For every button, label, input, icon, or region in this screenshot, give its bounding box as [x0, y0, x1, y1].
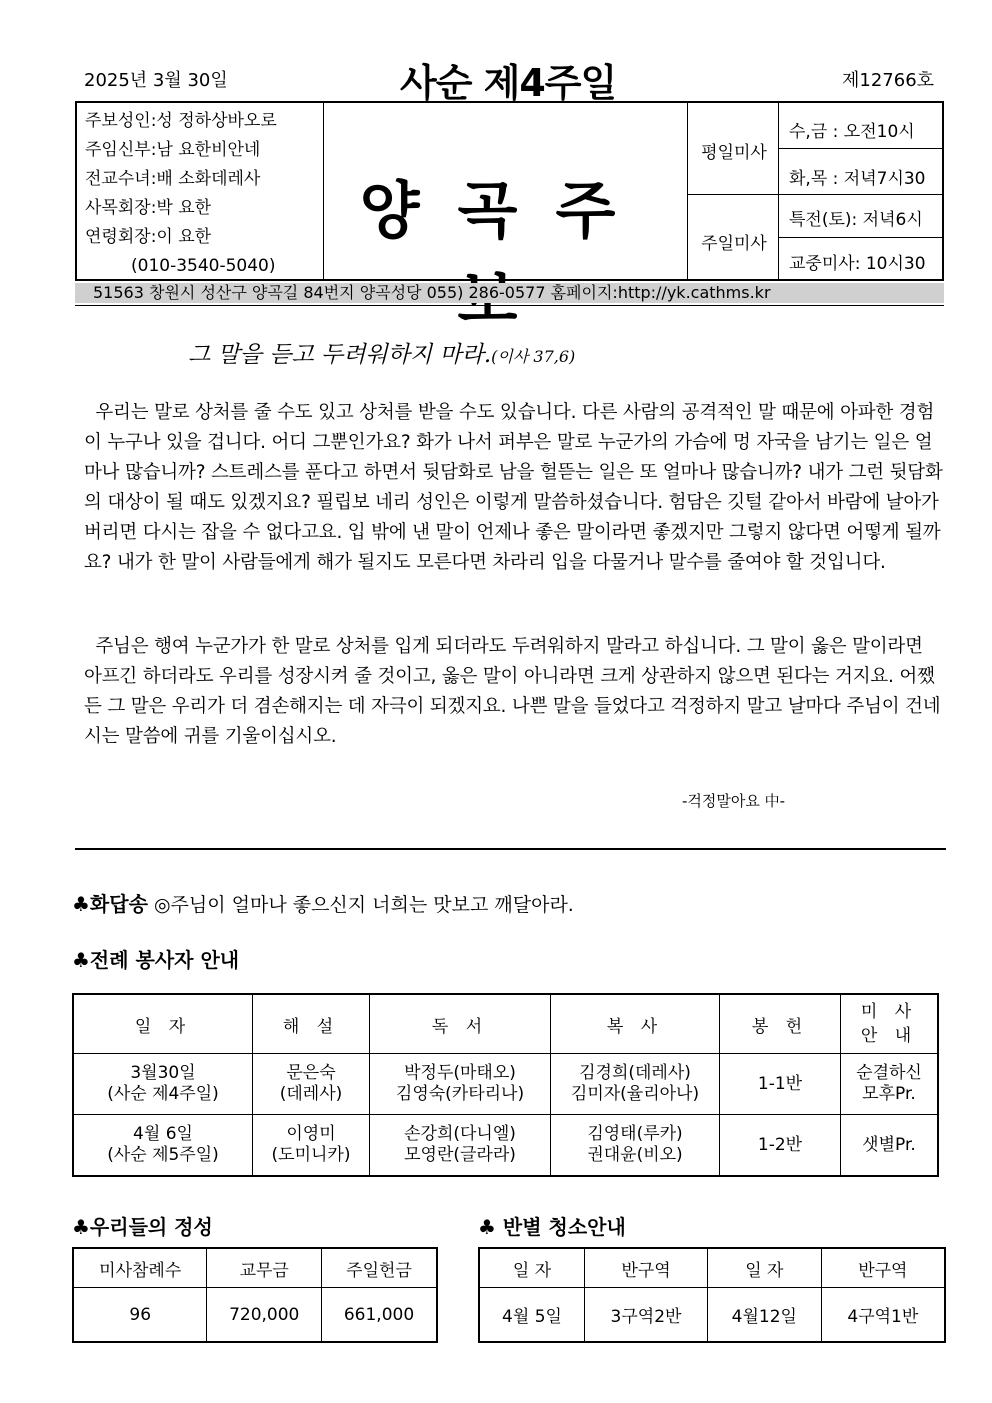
staff-pastor: 주임신부:남 요한비안네 — [85, 140, 261, 160]
quote-text: 그 말을 듣고 두려워하지 마라. — [188, 342, 492, 368]
scripture-quote — [188, 336, 575, 369]
table-row — [73, 1115, 938, 1177]
table-header-row — [479, 1248, 945, 1288]
servers-table — [72, 993, 939, 1177]
cell-guide — [841, 1054, 939, 1115]
table-row — [73, 1054, 938, 1115]
col-header: 미사참례수 — [73, 1248, 207, 1288]
cell-line: 순결하신 — [856, 1063, 922, 1083]
servers-heading: ♣전례 봉사자 안내 — [72, 948, 240, 972]
table-row — [73, 1288, 437, 1343]
staff-council-president: 사목회장:박 요한 — [85, 198, 212, 218]
col-header: 봉 헌 — [720, 994, 841, 1054]
col-header: 주일헌금 — [322, 1248, 437, 1288]
cell-guide: 샛별Pr. — [841, 1115, 939, 1177]
cell-area: 4구역1반 — [821, 1288, 945, 1343]
psalm-label: ♣화답송 — [72, 892, 148, 916]
sunday-mass-label: 주일미사 — [701, 234, 767, 254]
col-header: 반구역 — [585, 1248, 708, 1288]
table-header-row — [73, 1248, 437, 1288]
cell-date: 4월12일 — [708, 1288, 822, 1343]
divider — [75, 305, 944, 306]
table-row — [479, 1288, 945, 1343]
address-bar: 51563 창원시 성산구 양곡길 84번지 양곡성당 055) 286-0577 홈페이지:http://yk.cathms.kr — [75, 283, 944, 303]
cell-commentary — [253, 1115, 370, 1177]
contact-phone: (010-3540-5040) — [131, 256, 276, 276]
cell-line: 모영란(글라라) — [404, 1145, 516, 1165]
offering-heading: ♣우리들의 정성 — [72, 1215, 213, 1239]
cell-line: (사순 제5주일) — [107, 1145, 219, 1165]
cell-line: 문은숙 — [286, 1063, 336, 1083]
article-source: -걱정말아요 中- — [682, 792, 786, 810]
cell-line: 박정두(마태오) — [404, 1063, 516, 1083]
cell-readers — [370, 1054, 551, 1115]
divider — [323, 103, 324, 279]
col-header: 일 자 — [479, 1248, 585, 1288]
sunday-mass-time: 특전(토): 저녁6시 — [789, 210, 923, 230]
cell-commentary — [253, 1054, 370, 1115]
cleaning-table — [478, 1247, 946, 1343]
divider — [75, 848, 946, 850]
cell-line: 4월 6일 — [133, 1124, 193, 1144]
cell-line: 3월30일 — [130, 1063, 196, 1083]
cell-dues: 720,000 — [207, 1288, 322, 1343]
table-header-row — [73, 994, 938, 1054]
cell-altar-servers — [551, 1115, 720, 1177]
col-header: 일 자 — [73, 994, 253, 1054]
cell-attendance: 96 — [73, 1288, 207, 1343]
issue-number: 제12766호 — [842, 70, 935, 91]
cell-date: 4월 5일 — [479, 1288, 585, 1343]
weekday-mass-time: 화,목 : 저녁7시30 — [789, 169, 926, 189]
weekday-mass-time: 수,금 : 오전10시 — [789, 122, 915, 142]
staff-patron: 주보성인:성 정하상바오로 — [85, 111, 277, 131]
cell-offering: 1-1반 — [720, 1054, 841, 1115]
col-header: 일 자 — [708, 1248, 822, 1288]
cleaning-heading: ♣ 반별 청소안내 — [478, 1215, 626, 1239]
col-header: 해 설 — [253, 994, 370, 1054]
page-title: 사순 제4주일 — [400, 61, 617, 105]
col-header: 미 사 안 내 — [841, 994, 939, 1054]
cell-altar-servers — [551, 1054, 720, 1115]
staff-sister: 전교수녀:배 소화데레사 — [85, 169, 261, 189]
sunday-mass-time: 교중미사: 10시30 — [789, 254, 926, 274]
article-paragraph — [84, 398, 944, 578]
divider — [778, 237, 942, 238]
cell-line: 김영태(루카) — [587, 1124, 683, 1144]
offering-table — [72, 1247, 438, 1343]
cell-line: 이영미 — [286, 1124, 336, 1144]
bulletin-date: 2025년 3월 30일 — [84, 70, 228, 91]
staff-list — [85, 107, 277, 281]
col-header: 독 서 — [370, 994, 551, 1054]
col-header: 복 사 — [551, 994, 720, 1054]
divider — [687, 194, 942, 195]
cell-line: 김경희(데레사) — [579, 1063, 691, 1083]
psalm-text: ◎주님이 얼마나 좋으신지 너희는 맛보고 깨달아라. — [153, 894, 574, 916]
cell-line: 모후Pr. — [862, 1084, 916, 1104]
cell-line: 김영숙(카타리나) — [395, 1084, 525, 1104]
col-header: 교무금 — [207, 1248, 322, 1288]
cell-line: (도미니카) — [271, 1145, 351, 1165]
cell-offering: 1-2반 — [720, 1115, 841, 1177]
cell-readers — [370, 1115, 551, 1177]
cell-date — [73, 1115, 253, 1177]
bulletin-name: 양곡주 — [359, 174, 654, 247]
paragraph-text: 우리는 말로 상처를 줄 수도 있고 상처를 받을 수도 있습니다. 다른 사람의 공격적인 말 때문에 아파한 경험이 누구나 있을 겁니다. 어디 그뿐인가요? 화가 나서 퍼부은 말로 누군가의 가슴에 멍 자국을 남기는 일은 얼마나 많습니까? 스트레스를 푼다고 하면서 뒷담화로 남을 헐뜯는 일은 또 얼마나 많습니까? 내가 그런 뒷담화의 대상이 될 때도 있겠지요? 필립보 네리 성인은 이렇게 말씀하셨습니다. 험담은 깃털 같아서 바람에 날아가 버리면 다시는 잡을 수 없다고요. 입 밖에 낸 말이 언제나 좋은 말이라면 좋겠지만 그렇지 않다면 어떻게 될까요? 내가 한 말이 사람들에게 해가 될지도 모른다면 차라리 입을 다물거나 말수를 줄여야 할 것입니다. — [84, 402, 943, 573]
cell-collection: 661,000 — [322, 1288, 437, 1343]
responsorial-psalm — [72, 888, 574, 917]
cell-line: 손강희(다니엘) — [404, 1124, 516, 1144]
divider — [778, 148, 942, 149]
paragraph-text: 주님은 행여 누군가가 한 말로 상처를 입게 되더라도 두려워하지 말라고 하십니다. 그 말이 옳은 말이라면 아프긴 하더라도 우리를 성장시켜 줄 것이고, 옳은 말이 아니라면 크게 상관하지 않으면 된다는 거지요. 어쨌든 그 말은 우리가 더 겸손해지는 데 자극이 되겠지요. 나쁜 말을 들었다고 걱정하지 말고 날마다 주님이 건네시는 말씀에 귀를 기울이십시오. — [84, 636, 941, 747]
masthead-box — [75, 101, 944, 281]
divider — [687, 103, 688, 279]
article-paragraph — [84, 632, 944, 752]
cell-line: 김미자(율리아나) — [570, 1084, 700, 1104]
col-header: 반구역 — [821, 1248, 945, 1288]
cell-line: (사순 제4주일) — [107, 1084, 219, 1104]
cell-date — [73, 1054, 253, 1115]
cell-line: 권대윤(비오) — [587, 1145, 683, 1165]
quote-reference: (이사 37,6) — [491, 347, 576, 366]
cell-area: 3구역2반 — [585, 1288, 708, 1343]
weekday-mass-label: 평일미사 — [701, 143, 767, 163]
staff-funeral-president: 연령회장:이 요한 — [85, 227, 212, 247]
cell-line: (데레사) — [279, 1084, 343, 1104]
